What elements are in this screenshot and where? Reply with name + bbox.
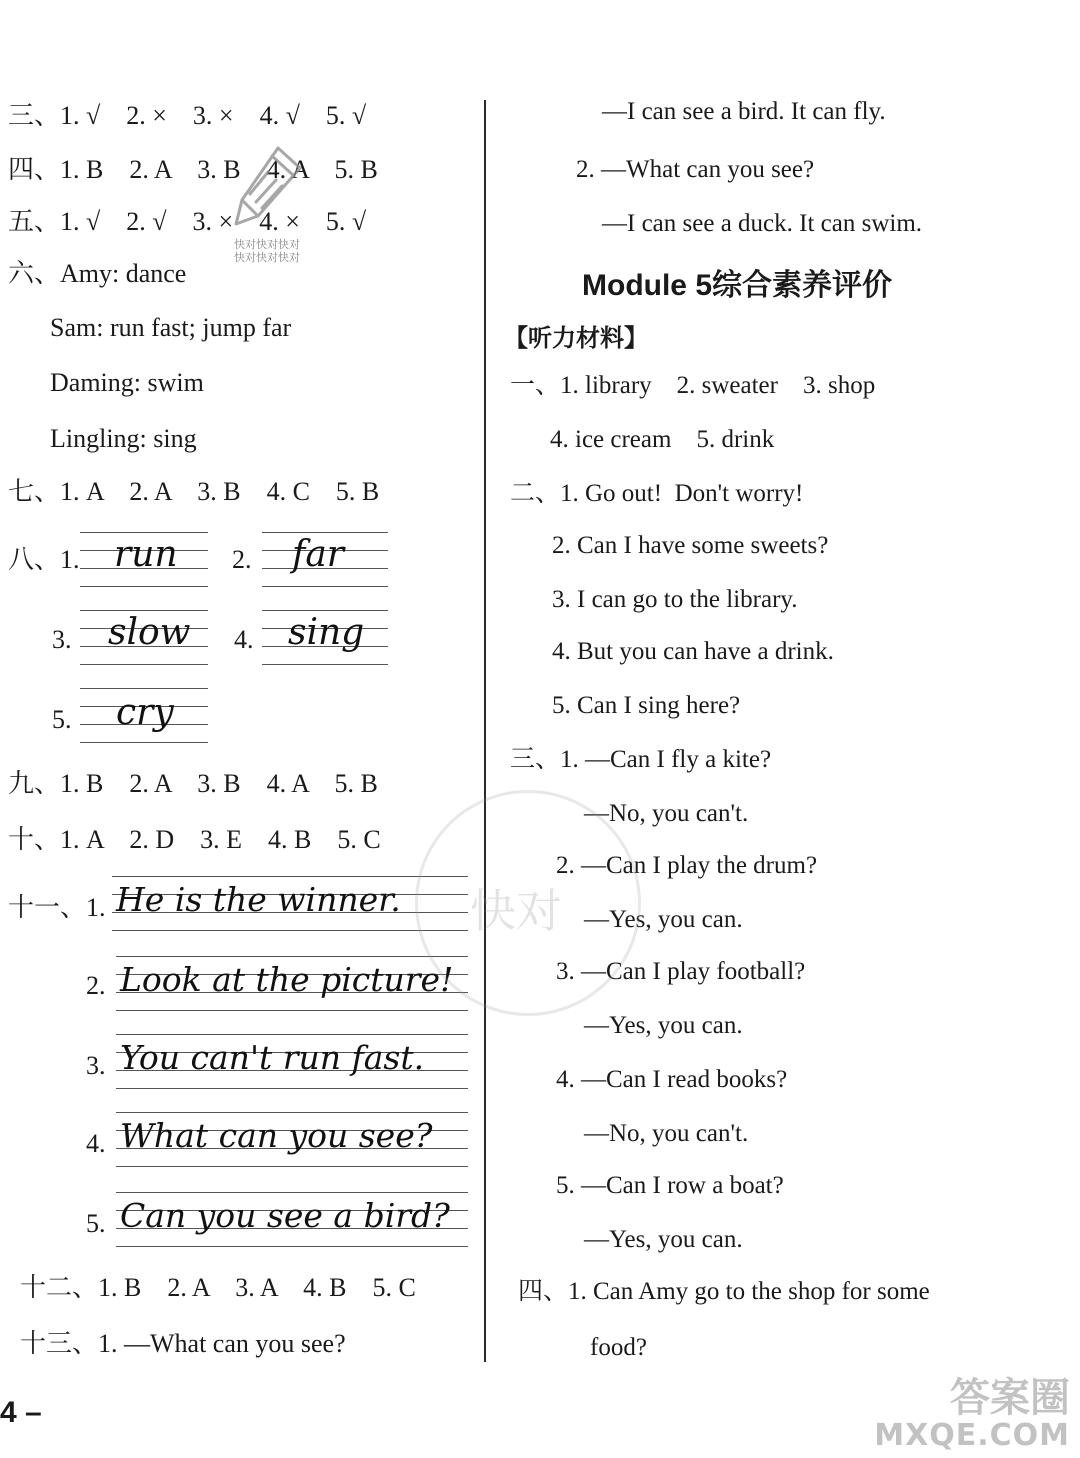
handwritten-sentence: You can't run fast.: [120, 1038, 425, 1077]
listening-part-2-item: 2. Can I have some sweets?: [552, 532, 829, 559]
answer-section-6-sam: Sam: run fast; jump far: [50, 313, 292, 342]
item-number: 4.: [234, 625, 254, 654]
listening-part-3-question: 三、1. —Can I fly a kite?: [510, 746, 772, 773]
answer-section-4: 四、1. B 2. A 3. B 4. A 5. B: [8, 155, 378, 184]
handwriting-line: [262, 532, 388, 586]
brand-watermark-title: 答案圈: [950, 1375, 1070, 1421]
section-11-label: 十一、1.: [8, 893, 106, 922]
listening-part-2-item: 4. But you can have a drink.: [552, 638, 834, 665]
handwriting-line: [80, 610, 208, 664]
watermark-line: 快对快对快对: [234, 251, 300, 264]
listening-part-3-question: 3. —Can I play football?: [556, 958, 806, 985]
handwriting-line: [116, 1034, 468, 1088]
listening-heading: 【听力材料】: [504, 325, 648, 352]
listening-part-3-question: 2. —Can I play the drum?: [556, 852, 818, 879]
answer-section-7: 七、1. A 2. A 3. B 4. C 5. B: [8, 477, 380, 506]
listening-part-3-answer: —Yes, you can.: [584, 1226, 743, 1253]
brand-watermark-url: MXQE.COM: [874, 1418, 1070, 1453]
answer-section-10: 十、1. A 2. D 3. E 4. B 5. C: [8, 825, 381, 854]
listening-part-3-answer: —No, you can't.: [584, 1120, 749, 1147]
listening-part-2-item: 3. I can go to the library.: [552, 586, 798, 613]
listening-part-4-item: 四、1. Can Amy go to the shop for some: [518, 1278, 930, 1305]
column-divider: [484, 100, 486, 1362]
item-number: 5.: [86, 1209, 106, 1238]
answer-section-6-daming: Daming: swim: [50, 368, 204, 397]
handwriting-line: [116, 1112, 468, 1166]
dialog-line: —I can see a duck. It can swim.: [602, 210, 923, 237]
item-number: 3.: [52, 625, 72, 654]
handwritten-word: run: [114, 534, 178, 575]
handwritten-word: sing: [288, 612, 365, 653]
listening-part-1-cont: 4. ice cream 5. drink: [550, 426, 775, 453]
handwritten-sentence: He is the winner.: [116, 880, 401, 919]
handwritten-word: far: [292, 534, 344, 575]
listening-part-3-answer: —No, you can't.: [584, 800, 749, 827]
dialog-line: 2. —What can you see?: [576, 156, 815, 183]
brand-watermark: [874, 1376, 1070, 1452]
watermark-text: [234, 238, 300, 264]
listening-part-3-answer: —Yes, you can.: [584, 1012, 743, 1039]
listening-part-1: 一、1. library 2. sweater 3. shop: [510, 372, 876, 399]
answer-section-6-lingling: Lingling: sing: [50, 424, 197, 453]
answer-section-12: 十二、1. B 2. A 3. A 4. B 5. C: [20, 1273, 416, 1302]
handwriting-line: [116, 956, 468, 1010]
answer-section-9: 九、1. B 2. A 3. B 4. A 5. B: [8, 769, 378, 798]
listening-part-3-question: 5. —Can I row a boat?: [556, 1172, 784, 1199]
page-number: 4 –: [0, 1396, 42, 1429]
handwriting-line: [116, 1192, 468, 1246]
handwritten-word: slow: [108, 612, 191, 653]
item-number: 2.: [86, 971, 106, 1000]
answer-section-6-amy: 六、Amy: dance: [8, 259, 187, 288]
handwritten-sentence: What can you see?: [120, 1116, 433, 1155]
handwritten-sentence: Look at the picture!: [120, 960, 454, 999]
answer-section-3: 三、1. √ 2. × 3. × 4. √ 5. √: [8, 101, 367, 130]
section-8-label: 八、1.: [8, 545, 80, 574]
handwriting-line: [80, 532, 208, 586]
dialog-line: —I can see a bird. It can fly.: [602, 98, 886, 125]
item-number: 2.: [232, 545, 252, 574]
answer-section-13: 十三、1. —What can you see?: [20, 1329, 346, 1358]
watermark-stamp-text: 快对: [470, 884, 562, 938]
listening-part-2-item: 二、1. Go out! Don't worry!: [510, 480, 804, 507]
listening-part-2-item: 5. Can I sing here?: [552, 692, 741, 719]
item-number: 5.: [52, 705, 72, 734]
watermark-pencil-icon: [220, 138, 310, 238]
handwritten-word: cry: [116, 692, 174, 733]
item-number: 3.: [86, 1051, 106, 1080]
handwriting-line: [80, 688, 208, 742]
section-heading: Module 5综合素养评价: [582, 269, 893, 302]
watermark-line: 快对快对快对: [234, 238, 300, 251]
listening-part-4-item-cont: food?: [590, 1334, 647, 1361]
handwritten-sentence: Can you see a bird?: [120, 1196, 450, 1235]
answer-section-5: 五、1. √ 2. √ 3. × 4. × 5. √: [8, 207, 367, 236]
item-number: 4.: [86, 1129, 106, 1158]
listening-part-3-answer: —Yes, you can.: [584, 906, 743, 933]
handwriting-line: [262, 610, 388, 664]
listening-part-3-question: 4. —Can I read books?: [556, 1066, 788, 1093]
